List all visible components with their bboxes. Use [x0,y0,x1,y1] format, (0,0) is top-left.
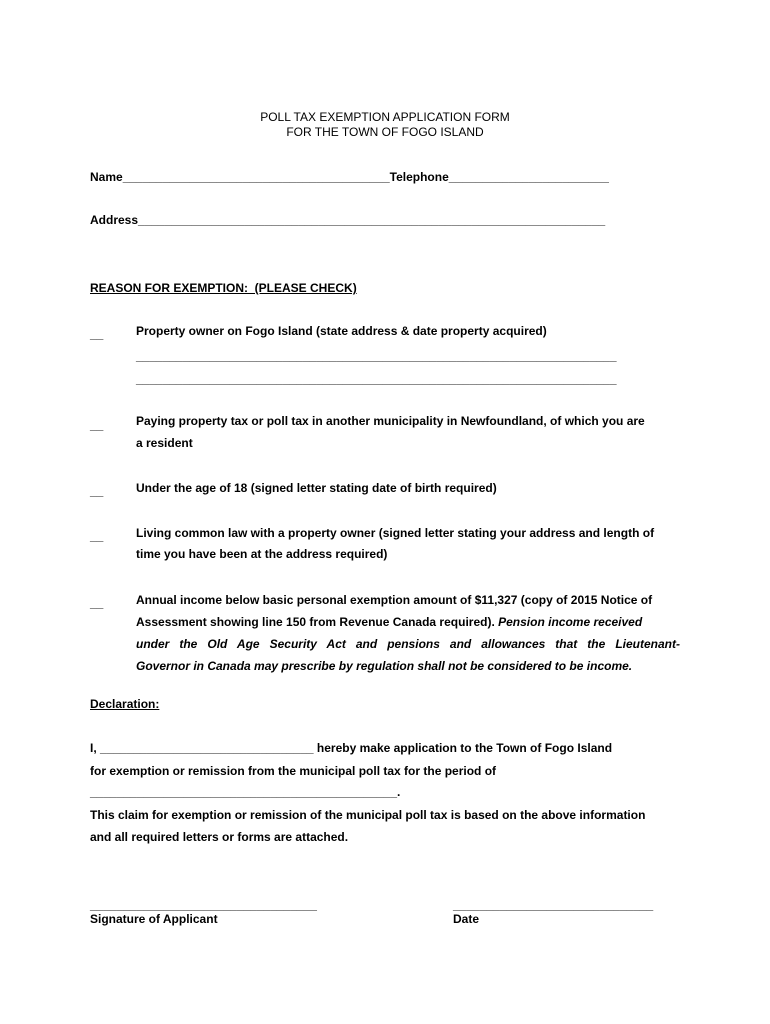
telephone-field[interactable]: ________________________ [448,170,609,184]
reason-4-text-line1: Living common law with a property owner (signed letter stating your address and length of [136,526,655,540]
period-field[interactable]: ______________________________________________. [90,785,401,799]
address-row [90,213,605,227]
reason-3-text: Under the age of 18 (signed letter stating date of birth required) [136,481,497,495]
reason-heading: REASON FOR EXEMPTION: (PLEASE CHECK) [90,281,357,295]
reason-1-text: Property owner on Fogo Island (state address & date property acquired) [136,324,547,338]
declaration-line4: This claim for exemption or remission of the municipal poll tax is based on the above information [90,808,646,822]
declaration-line5: and all required letters or forms are attached. [90,830,349,844]
name-field[interactable]: ________________________________________ [122,170,390,184]
form-title-line1: POLL TAX EXEMPTION APPLICATION FORM [260,110,510,124]
signature-field[interactable]: __________________________________ [90,898,317,912]
applicant-name-field[interactable]: ________________________________ [100,741,314,755]
declaration-line1 [90,741,612,755]
date-label: Date [453,912,480,926]
name-label: Name [90,170,123,184]
reason-5-checkbox[interactable]: __ [90,596,104,610]
reason-5-text-line4: Governor in Canada may prescribe by regulation shall not be considered to be income. [136,659,633,673]
telephone-label: Telephone [389,170,449,184]
name-row [90,170,609,184]
address-field[interactable]: ______________________________________________________________________ [138,213,606,227]
reason-2-text-line1: Paying property tax or poll tax in another municipality in Newfoundland, of which you are [136,414,645,428]
declaration-heading: Declaration: [90,697,160,711]
reason-4-text-line2: time you have been at the address required) [136,547,388,561]
declaration-line2: for exemption or remission from the municipal poll tax for the period of [90,764,497,778]
declaration-suffix: hereby make application to the Town of Fogo Island [313,741,613,755]
reason-1-checkbox[interactable]: __ [90,327,104,341]
reason-2-text-line2: a resident [136,436,193,450]
reason-1-blank-2[interactable]: ________________________________________________________________________ [136,372,617,386]
declaration-prefix: I, [90,741,101,755]
reason-5-text-line1: Annual income below basic personal exemption amount of $11,327 (copy of 2015 Notice of [136,593,653,607]
address-label: Address [90,213,139,227]
signature-label: Signature of Applicant [90,912,218,926]
reason-2-checkbox[interactable]: __ [90,418,104,432]
date-field[interactable]: ______________________________ [453,898,654,912]
reason-3-checkbox[interactable]: __ [90,484,104,498]
reason-5-text-line2 [136,615,642,629]
reason-1-blank-1[interactable]: ________________________________________________________________________ [136,349,617,363]
reason-5-text-line3: under the Old Age Security Act and pensions and allowances that the Lieutenant- [136,637,680,651]
reason-4-checkbox[interactable]: __ [90,529,104,543]
reason-5-line2-italic: Pension income received [498,615,643,629]
form-title-line2: FOR THE TOWN OF FOGO ISLAND [286,125,484,139]
reason-5-line2-normal: Assessment showing line 150 from Revenue Canada required). [136,615,495,629]
